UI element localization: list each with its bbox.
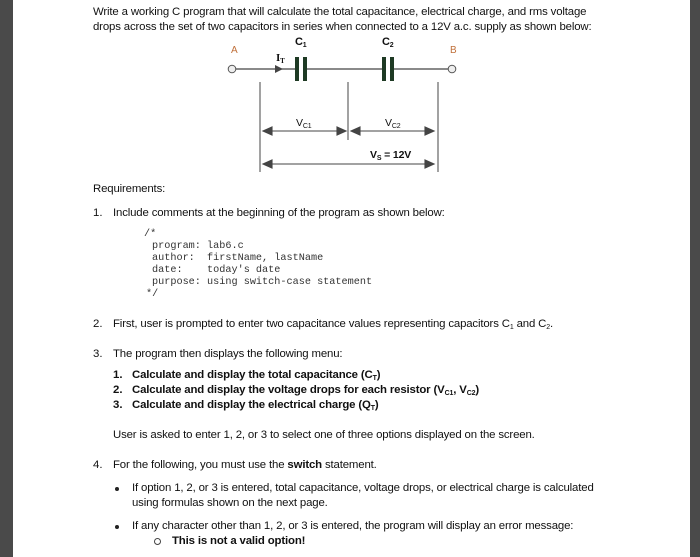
item-3-number: 3. xyxy=(93,348,103,360)
vc1-label: $V_{C1}$ xyxy=(296,117,312,130)
menu-option-3-number: 3. xyxy=(113,399,123,411)
measurement-guides xyxy=(260,82,438,172)
node-b-label: B xyxy=(450,45,457,56)
circuit-diagram xyxy=(13,0,690,180)
bullet-2-line-1: If any character other than 1, 2, or 3 is entered, the program will display an error message: xyxy=(132,520,574,532)
item-2-number: 2. xyxy=(93,318,103,330)
vs-label: $V_S = 12V$ xyxy=(370,149,412,162)
capacitor-c1 xyxy=(295,57,307,81)
menu-option-3-text: Calculate and display the electrical charge $(Q_T)$ xyxy=(132,399,379,412)
menu-option-2-text: Calculate and display the voltage drops for each resistor ($V_{C1}$, $V_{C2}$) xyxy=(132,384,480,397)
requirements-heading: Requirements: xyxy=(93,183,166,195)
current-arrow-icon xyxy=(275,65,283,73)
item-1-text: Include comments at the beginning of the program as shown below: xyxy=(113,207,445,219)
current-label: $I_T$ xyxy=(276,52,285,65)
item-1-number: 1. xyxy=(93,207,103,219)
error-message-text: This is not a valid option! xyxy=(172,535,306,547)
node-b-terminal xyxy=(448,65,456,73)
bullet-1-line-2: using formulas shown on the next page. xyxy=(132,497,328,509)
code-comment-close: */ xyxy=(146,289,159,300)
code-line-author: author: firstName, lastName xyxy=(152,253,324,264)
code-line-date: date: today's date xyxy=(152,265,281,276)
intro-line-1: Write a working C program that will calculate the total capacitance, electrical charge, and rms voltage xyxy=(93,6,587,18)
vc2-label: $V_{C2}$ xyxy=(385,117,401,130)
bullet-icon xyxy=(115,525,119,529)
document-page xyxy=(13,0,690,557)
code-comment-open: /* xyxy=(144,229,157,240)
c2-label: $C_2$ xyxy=(382,36,394,49)
menu-option-1-number: 1. xyxy=(113,369,123,381)
node-a-terminal xyxy=(228,65,236,73)
menu-option-2-number: 2. xyxy=(113,384,123,396)
item-3-text: The program then displays the following menu: xyxy=(113,348,343,360)
switch-keyword: switch xyxy=(287,459,322,471)
item-4-text: For the following, you must use the switch statement. xyxy=(113,459,377,471)
menu-option-1-text: Calculate and display the total capacitance $(C_T)$ xyxy=(132,369,381,382)
c1-label: $C_1$ xyxy=(295,36,307,49)
intro-line-2: drops across the set of two capacitors in series when connected to a 12V a.c. supply as shown below: xyxy=(93,21,592,33)
code-line-purpose: purpose: using switch-case statement xyxy=(152,277,373,288)
bullet-1-line-1: If option 1, 2, or 3 is entered, total capacitance, voltage drops, or electrical charge is calculated xyxy=(132,482,594,494)
hollow-bullet-icon xyxy=(154,538,161,545)
bullet-icon xyxy=(115,487,119,491)
capacitor-c2 xyxy=(382,57,394,81)
code-line-program: program: lab6.c xyxy=(152,241,244,252)
item-2-text: First, user is prompted to enter two capacitance values representing capacitors $C_1$ and $C_2$. xyxy=(113,318,554,331)
menu-selection-note: User is asked to enter 1, 2, or 3 to select one of three options displayed on the screen. xyxy=(113,429,535,441)
node-a-label: A xyxy=(231,45,238,56)
item-4-number: 4. xyxy=(93,459,103,471)
